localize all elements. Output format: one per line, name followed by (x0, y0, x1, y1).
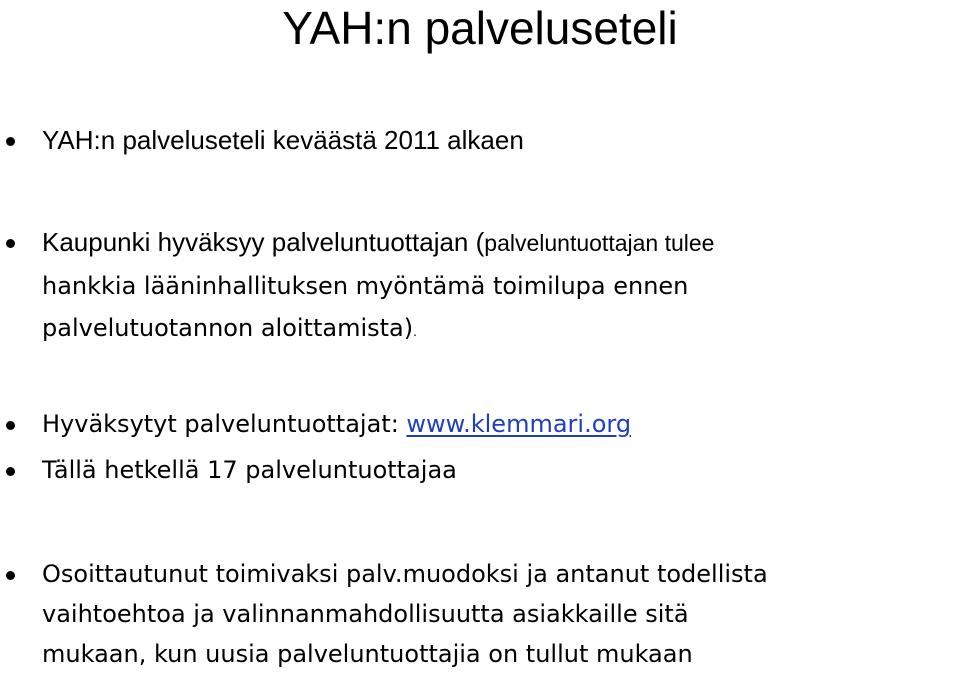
bullet-dot-icon (6, 137, 15, 146)
bullet-text: YAH:n palveluseteli keväästä 2011 alkaen (42, 125, 524, 155)
bullet-line-1: Osoittautunut toimivaksi palv.muodoksi ja antanut todellista (42, 560, 768, 588)
bullet-dot-icon (6, 239, 15, 248)
slide-title: YAH:n palveluseteli (282, 2, 678, 54)
klemmari-link[interactable]: www.klemmari.org (406, 410, 632, 438)
bullet-line-2: hankkia lääninhallituksen myöntämä toimilupa ennen (42, 272, 689, 300)
bullet-line-3-main: palvelutuotannon aloittamista) (42, 314, 414, 342)
bullet-text-label: Hyväksytyt palveluntuottajat: (42, 410, 407, 438)
bullet-line-2: vaihtoehtoa ja valinnanmahdollisuutta asiakkaille sitä (42, 600, 689, 628)
bullet-text (42, 404, 631, 445)
bullet-dot-icon (6, 571, 15, 580)
bullet-line-3-end: . (413, 325, 417, 339)
bullet-text: Tällä hetkellä 17 palveluntuottajaa (42, 456, 457, 484)
bullet-line-1 (42, 222, 714, 264)
bullet-dot-icon (6, 421, 15, 430)
bullet-line-3: mukaan, kun uusia palveluntuottajia on tullut mukaan (42, 640, 693, 668)
bullet-line-1-main: Kaupunki hyväksyy palveluntuottajan ( (42, 227, 485, 257)
bullet-line-3 (42, 308, 417, 353)
bullet-dot-icon (6, 467, 15, 476)
bullet-line-1-small: palveluntuottajan tulee (484, 230, 715, 256)
